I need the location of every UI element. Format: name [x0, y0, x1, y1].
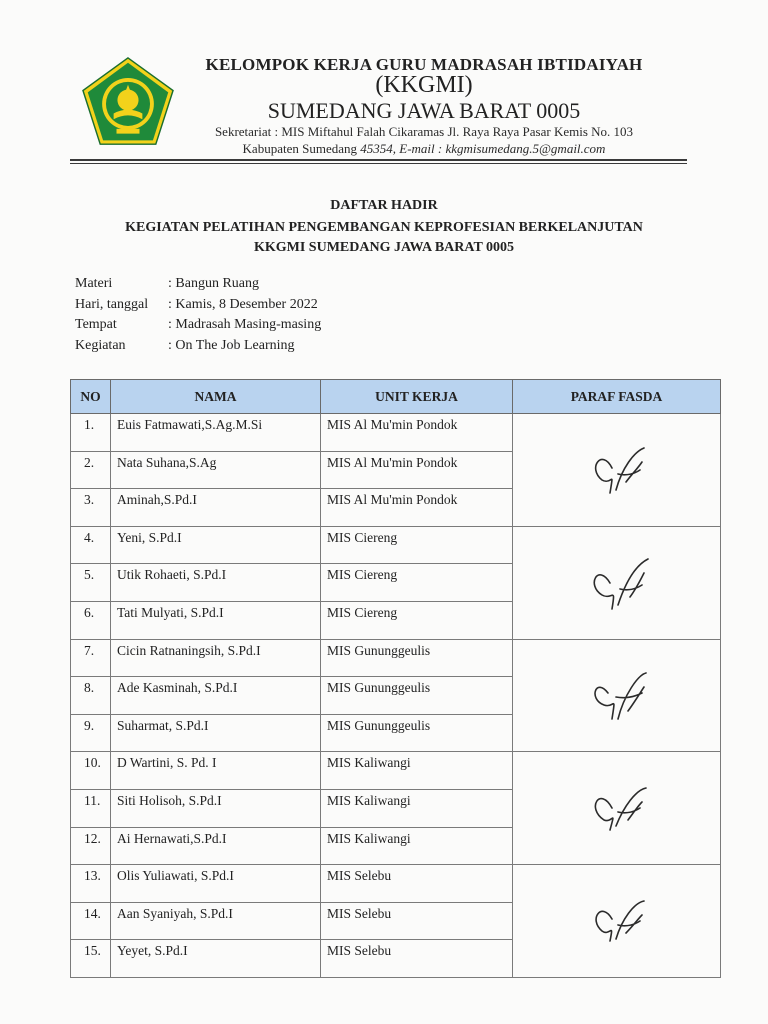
info-value: : Kamis, 8 Desember 2022: [168, 296, 318, 312]
row-nama: Yeni, S.Pd.I: [111, 526, 321, 564]
address-line2-city: Kabupaten Sumedang: [242, 141, 361, 156]
org-name-line1: KELOMPOK KERJA GURU MADRASAH IBTIDAIYAH: [205, 55, 643, 74]
table-row: [71, 639, 721, 677]
document-subtitle: KEGIATAN PELATIHAN PENGEMBANGAN KEPROFESIAN BERKELANJUTAN: [125, 220, 643, 235]
row-number: 3.: [71, 489, 111, 527]
info-value: : On The Job Learning: [168, 337, 295, 353]
signature-icon: [582, 438, 652, 502]
row-number: 10.: [71, 752, 111, 790]
row-nama: Cicin Ratnaningsih, S.Pd.I: [111, 639, 321, 677]
row-number: 14.: [71, 902, 111, 940]
letterhead: [0, 0, 768, 170]
info-label: Tempat: [75, 317, 117, 332]
document-subtitle-org: KKGMI SUMEDANG JAWA BARAT 0005: [253, 240, 515, 255]
info-row-materi: [75, 276, 321, 297]
org-name-acronym: (KKGMI): [375, 72, 473, 98]
row-nama: Aan Syaniyah, S.Pd.I: [111, 902, 321, 940]
row-nama: Siti Holisoh, S.Pd.I: [111, 789, 321, 827]
paraf-fasda-cell: [513, 752, 721, 865]
table-row: [71, 414, 721, 452]
info-value: : Bangun Ruang: [168, 276, 259, 291]
row-nama: Ade Kasminah, S.Pd.I: [111, 677, 321, 715]
paraf-fasda-cell: [513, 414, 721, 527]
row-unit-kerja: MIS Al Mu'min Pondok: [321, 414, 513, 452]
paraf-fasda-cell: [513, 639, 721, 752]
row-nama: Utik Rohaeti, S.Pd.I: [111, 564, 321, 602]
row-number: 1.: [71, 414, 111, 452]
info-row-tempat: [75, 317, 321, 338]
row-nama: Yeyet, S.Pd.I: [111, 940, 321, 978]
row-number: 11.: [71, 789, 111, 827]
row-number: 9.: [71, 714, 111, 752]
header-divider-thick: [70, 159, 687, 161]
table-row: [71, 865, 721, 903]
row-number: 4.: [71, 526, 111, 564]
row-unit-kerja: MIS Gununggeulis: [321, 714, 513, 752]
row-nama: Ai Hernawati,S.Pd.I: [111, 827, 321, 865]
info-label: Materi: [75, 276, 113, 291]
table-row: [71, 526, 721, 564]
row-unit-kerja: MIS Kaliwangi: [321, 789, 513, 827]
row-number: 5.: [71, 564, 111, 602]
row-number: 12.: [71, 827, 111, 865]
row-nama: Olis Yuliawati, S.Pd.I: [111, 865, 321, 903]
paraf-fasda-cell: [513, 526, 721, 639]
row-number: 15.: [71, 940, 111, 978]
info-row-hari-tanggal: [75, 297, 321, 318]
row-number: 8.: [71, 677, 111, 715]
header-nama: NAMA: [111, 380, 321, 414]
signature-icon: [582, 663, 652, 727]
row-unit-kerja: MIS Selebu: [321, 865, 513, 903]
address-line2-email: 45354, E-mail : kkgmisumedang.5@gmail.com: [360, 141, 606, 156]
header-paraf-fasda: PARAF FASDA: [513, 380, 721, 414]
paraf-fasda-cell: [513, 865, 721, 978]
info-row-kegiatan: [75, 338, 321, 359]
info-label: Kegiatan: [75, 337, 126, 353]
header-no: NO: [71, 380, 111, 414]
info-value: : Madrasah Masing-masing: [168, 317, 322, 332]
row-number: 13.: [71, 865, 111, 903]
attendance-table: [70, 379, 721, 978]
row-unit-kerja: MIS Selebu: [321, 940, 513, 978]
table-body: [71, 414, 721, 978]
row-nama: Tati Mulyati, S.Pd.I: [111, 601, 321, 639]
row-unit-kerja: MIS Al Mu'min Pondok: [321, 451, 513, 489]
document-title: DAFTAR HADIR: [330, 198, 438, 213]
row-number: 6.: [71, 601, 111, 639]
table-header-row: [71, 380, 721, 414]
info-label: Hari, tanggal: [75, 296, 149, 312]
row-unit-kerja: MIS Ciereng: [321, 526, 513, 564]
row-unit-kerja: MIS Al Mu'min Pondok: [321, 489, 513, 527]
row-unit-kerja: MIS Ciereng: [321, 601, 513, 639]
org-name-region: SUMEDANG JAWA BARAT 0005: [267, 98, 581, 123]
row-unit-kerja: MIS Ciereng: [321, 564, 513, 602]
header-divider-thin: [70, 163, 687, 164]
row-nama: Suharmat, S.Pd.I: [111, 714, 321, 752]
row-nama: D Wartini, S. Pd. I: [111, 752, 321, 790]
address-line1: Sekretariat : MIS Miftahul Falah Cikaramas Jl. Raya Raya Pasar Kemis No. 103: [214, 124, 634, 139]
table-row: [71, 752, 721, 790]
activity-info: [75, 276, 321, 358]
row-unit-kerja: MIS Gununggeulis: [321, 677, 513, 715]
signature-icon: [582, 776, 652, 840]
row-nama: Euis Fatmawati,S.Ag.M.Si: [111, 414, 321, 452]
row-unit-kerja: MIS Gununggeulis: [321, 639, 513, 677]
row-nama: Aminah,S.Pd.I: [111, 489, 321, 527]
signature-icon: [582, 551, 652, 615]
row-unit-kerja: MIS Selebu: [321, 902, 513, 940]
row-nama: Nata Suhana,S.Ag: [111, 451, 321, 489]
row-unit-kerja: MIS Kaliwangi: [321, 752, 513, 790]
header-unit-kerja: UNIT KERJA: [321, 380, 513, 414]
row-number: 7.: [71, 639, 111, 677]
signature-icon: [582, 889, 652, 953]
row-unit-kerja: MIS Kaliwangi: [321, 827, 513, 865]
row-number: 2.: [71, 451, 111, 489]
address-line2: [150, 141, 698, 157]
